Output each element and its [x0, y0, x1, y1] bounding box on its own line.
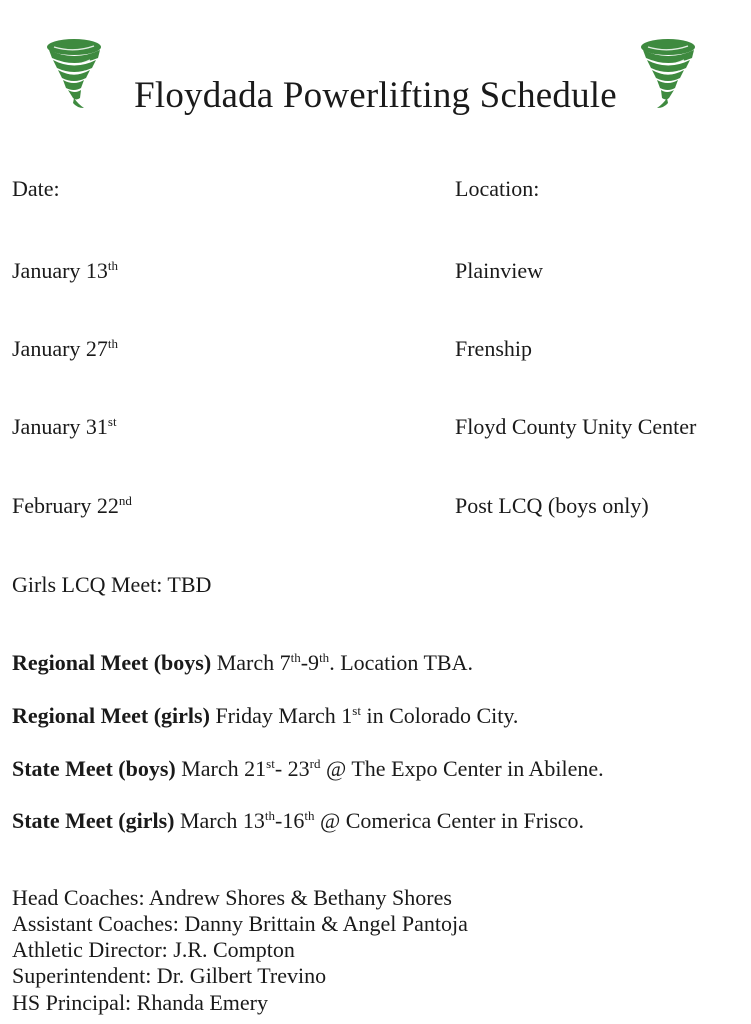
assistant-coaches: Assistant Coaches: Danny Brittain & Angel Pantoja [12, 911, 468, 936]
state-girls-meet: State Meet (girls) March 13th-16th @ Comerica Center in Frisco. [12, 808, 585, 833]
superintendent: Superintendent: Dr. Gilbert Trevino [12, 963, 327, 988]
date-header: Date: [12, 176, 60, 201]
girls-lcq-note: Girls LCQ Meet: TBD [12, 572, 212, 597]
schedule-location: Plainview [455, 258, 543, 283]
page-title: Floydada Powerlifting Schedule [134, 75, 617, 116]
hs-principal: HS Principal: Rhanda Emery [12, 990, 269, 1015]
regional-boys-meet: Regional Meet (boys) March 7th-9th. Location TBA. [12, 650, 473, 675]
regional-girls-meet: Regional Meet (girls) Friday March 1st in Colorado City. [12, 703, 519, 728]
state-boys-meet: State Meet (boys) March 21st- 23rd @ The Expo Center in Abilene. [12, 756, 604, 781]
schedule-date: February 22nd [12, 493, 132, 518]
schedule-location: Post LCQ (boys only) [455, 493, 649, 518]
athletic-director: Athletic Director: J.R. Compton [12, 937, 295, 962]
schedule-date: January 27th [12, 336, 119, 361]
schedule-date: January 31st [12, 414, 117, 439]
schedule-location: Frenship [455, 336, 532, 361]
schedule-date: January 13th [12, 258, 119, 283]
location-header: Location: [455, 176, 540, 201]
schedule-location: Floyd County Unity Center [455, 414, 697, 439]
head-coaches: Head Coaches: Andrew Shores & Bethany Shores [12, 885, 452, 910]
